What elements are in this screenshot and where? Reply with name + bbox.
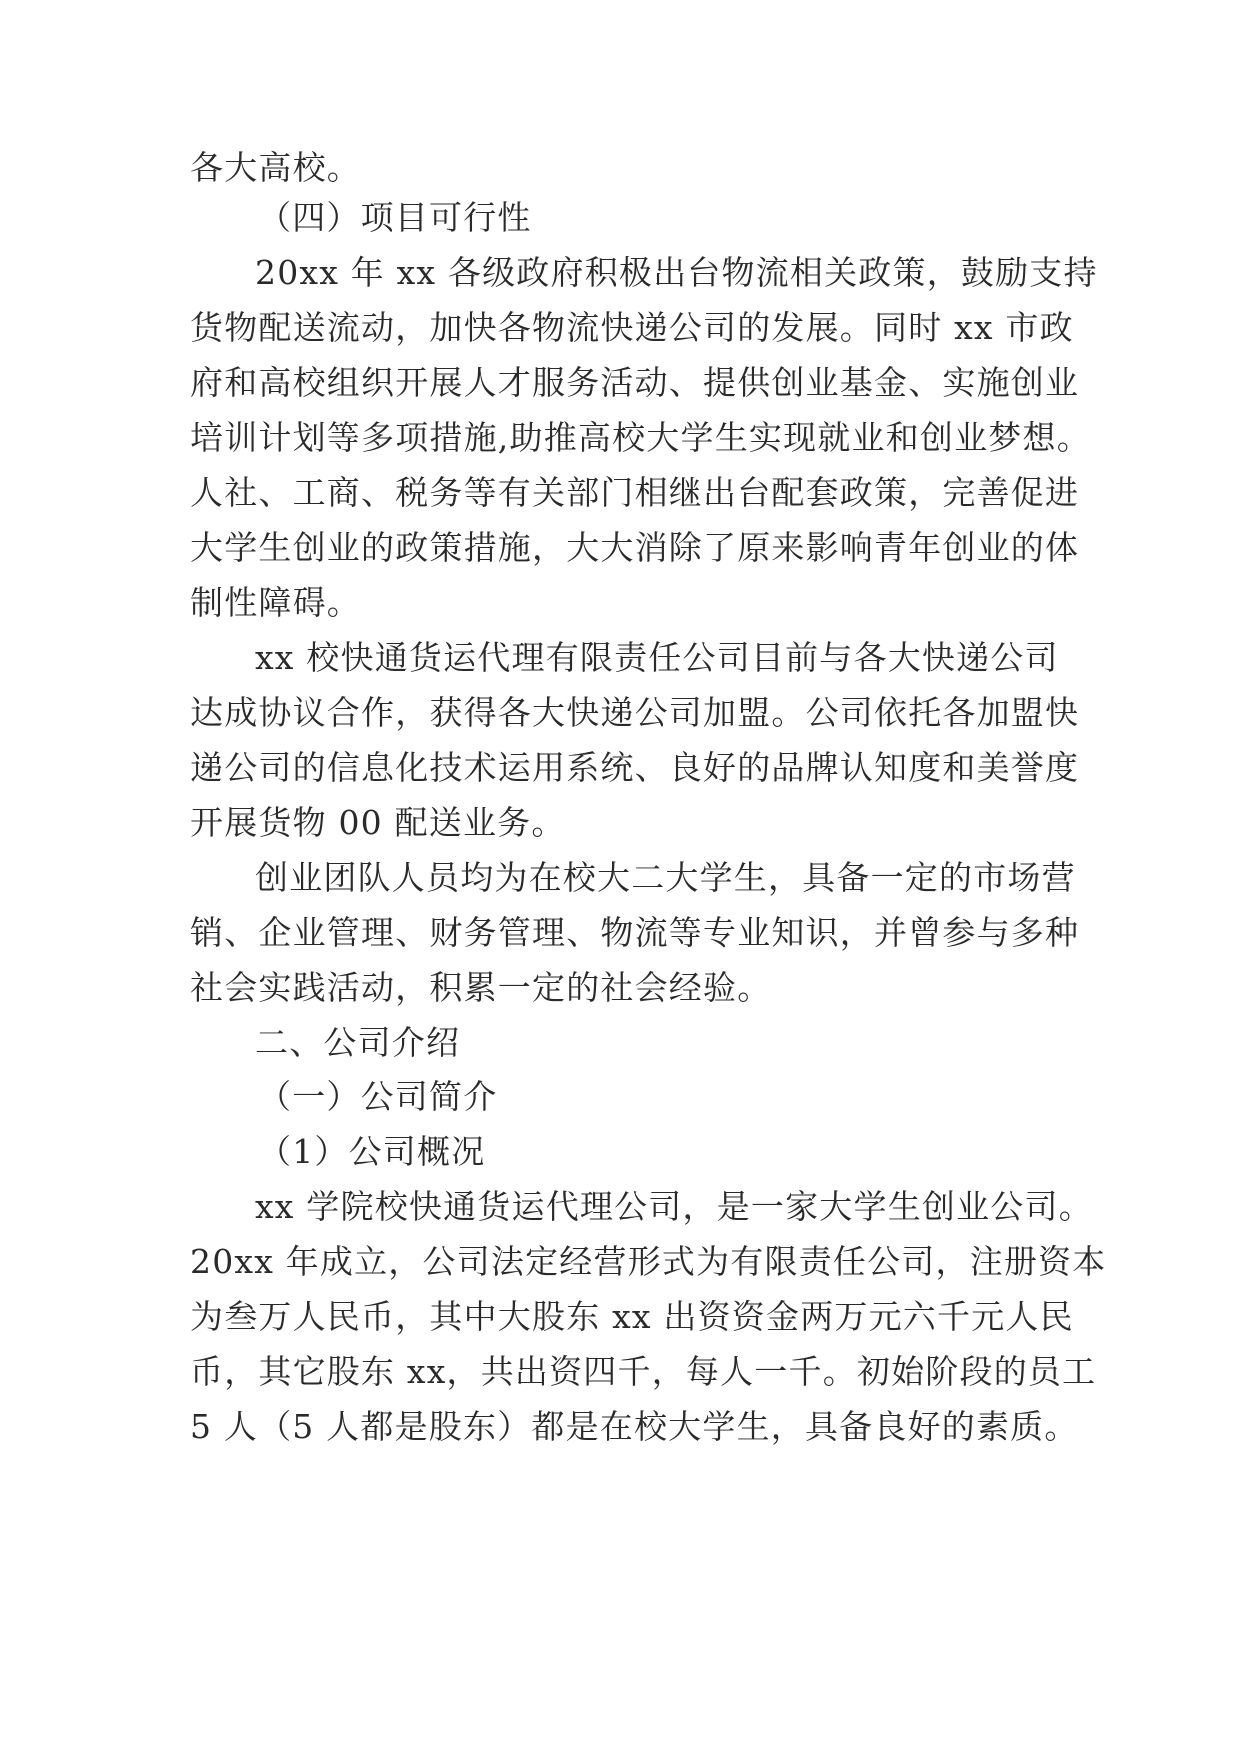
section-heading: （一）公司简介 [258,1077,498,1116]
paragraph-line: 各大高校。 [190,148,361,187]
paragraph-line: 货物配送流动，加快各物流快递公司的发展。同时 xx 市政 [190,308,1074,347]
paragraph-line: xx 校快通货运代理有限责任公司目前与各大快递公司 [255,638,1059,677]
section-heading: （四）项目可行性 [258,198,532,237]
paragraph-line: 销、企业管理、财务管理、物流等专业知识，并曾参与多种 [190,913,1080,952]
paragraph-line: 币，其它股东 xx，共出资四千，每人一千。初始阶段的员工 [190,1352,1097,1391]
paragraph-line: 20xx 年成立，公司法定经营形式为有限责任公司，注册资本 [190,1242,1107,1281]
paragraph-line: xx 学院校快通货运代理公司，是一家大学生创业公司。 [255,1187,1093,1226]
paragraph-line: 开展货物 00 配送业务。 [190,803,566,842]
paragraph-line: 20xx 年 xx 各级政府积极出台物流相关政策，鼓励支持 [255,253,1098,292]
paragraph-line: 达成协议合作，获得各大快递公司加盟。公司依托各加盟快 [190,693,1080,732]
paragraph-line: 大学生创业的政策措施，大大消除了原来影响青年创业的体 [190,528,1080,567]
paragraph-line: 为叁万人民币，其中大股东 xx 出资资金两万元六千元人民 [190,1297,1074,1336]
paragraph-line: 人社、工商、税务等有关部门相继出台配套政策，完善促进 [190,473,1080,512]
paragraph-line: 制性障碍。 [190,583,361,622]
paragraph-line: 创业团队人员均为在校大二大学生，具备一定的市场营 [255,858,1076,897]
paragraph-line: 府和高校组织开展人才服务活动、提供创业基金、实施创业 [190,363,1080,402]
section-heading: （1）公司概况 [258,1132,486,1171]
section-heading: 二、公司介绍 [255,1023,461,1062]
paragraph-line: 5 人（5 人都是股东）都是在校大学生，具备良好的素质。 [190,1407,1079,1446]
paragraph-line: 培训计划等多项措施,助推高校大学生实现就业和创业梦想。 [190,418,1091,457]
paragraph-line: 递公司的信息化技术运用系统、良好的品牌认知度和美誉度 [190,748,1080,787]
paragraph-line: 社会实践活动，积累一定的社会经验。 [190,968,772,1007]
